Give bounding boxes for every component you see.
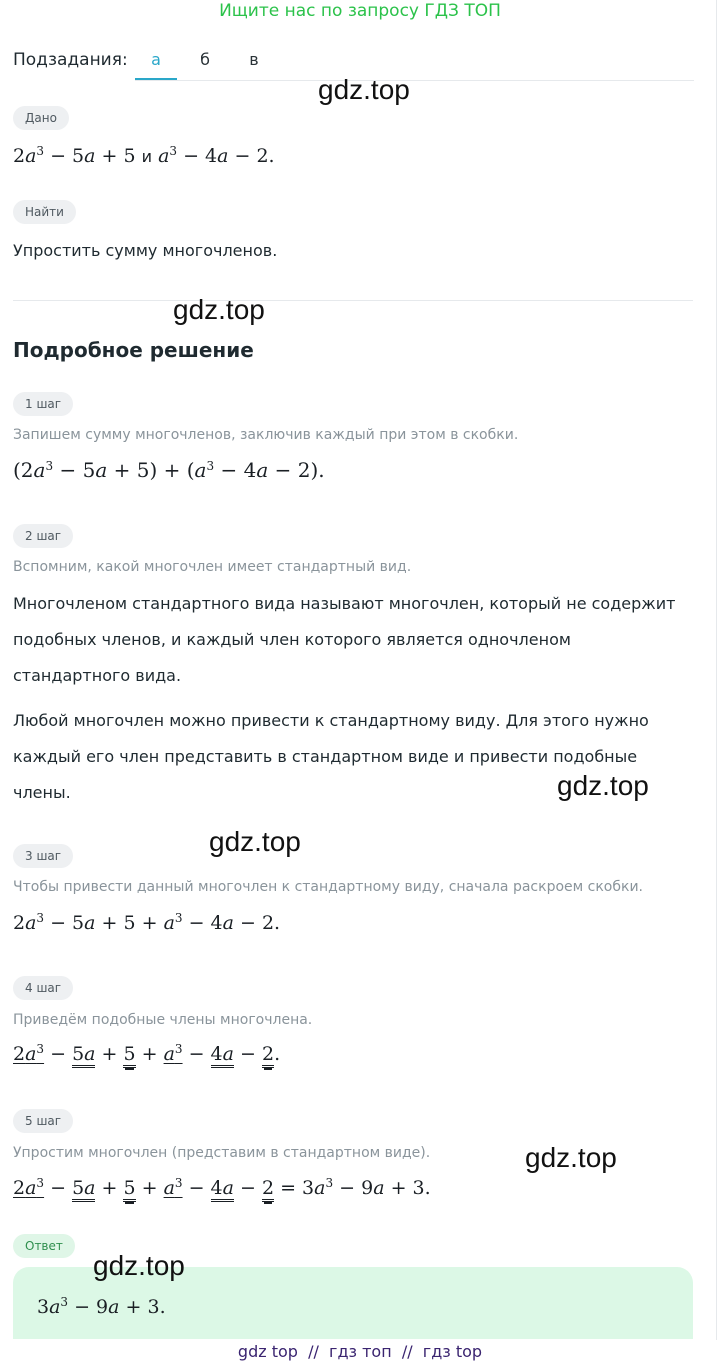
tab-subtask-v[interactable]: в bbox=[249, 50, 259, 69]
step-1-hint: Запишем сумму многочленов, заключив каждый при этом в скобки. bbox=[13, 427, 519, 443]
step-3-expression: $2a^3 - 5a + 5 + a^3 - 4a - 2$. bbox=[13, 911, 281, 934]
step-4-hint: Приведём подобные члены многочлена. bbox=[13, 1012, 313, 1028]
step-1-expression: $(2a^3 - 5a + 5) + (a^3 - 4a - 2)$. bbox=[13, 458, 325, 482]
watermark: gdz.top bbox=[525, 1142, 617, 1173]
watermark: gdz.top bbox=[93, 1250, 185, 1281]
step-2-badge: 2 шаг bbox=[13, 524, 73, 548]
tabs-divider bbox=[135, 80, 694, 81]
step-3-hint: Чтобы привести данный многочлен к стандартному виду, сначала раскроем скобки. bbox=[13, 879, 643, 895]
subtasks-label: Подзадания: bbox=[13, 50, 128, 70]
footer-links[interactable]: gdz top // гдз топ // гдз top bbox=[237, 1342, 483, 1361]
watermark: gdz.top bbox=[318, 74, 410, 105]
given-expression: $2a^3 - 5a + 5$ и $a^3 - 4a - 2$. bbox=[13, 144, 275, 167]
step-2-hint: Вспомним, какой многочлен имеет стандартный вид. bbox=[13, 559, 412, 575]
watermark: gdz.top bbox=[209, 826, 301, 857]
tab-subtask-b[interactable]: б bbox=[200, 50, 210, 69]
step-5-expression: $2a^3 - 5a + 5 + a^3 - 4a - 2 = 3a^3 - 9a + 3$. bbox=[13, 1177, 431, 1199]
step-4-badge: 4 шаг bbox=[13, 976, 73, 1000]
find-badge: Найти bbox=[13, 200, 76, 224]
section-divider bbox=[13, 300, 693, 301]
find-text: Упростить сумму многочленов. bbox=[13, 241, 278, 260]
given-badge: Дано bbox=[13, 106, 69, 130]
watermark: gdz.top bbox=[557, 770, 649, 801]
active-tab-indicator bbox=[135, 78, 177, 80]
step-1-badge: 1 шаг bbox=[13, 392, 73, 416]
tab-subtask-a[interactable]: а bbox=[151, 50, 161, 69]
solution-heading: Подробное решение bbox=[13, 338, 254, 362]
step-5-hint: Упростим многочлен (представим в стандартном виде). bbox=[13, 1145, 431, 1161]
page-right-border bbox=[716, 0, 717, 1340]
step-3-badge: 3 шаг bbox=[13, 844, 73, 868]
watermark: gdz.top bbox=[173, 294, 265, 325]
search-banner[interactable]: Ищите нас по запросу ГДЗ ТОП bbox=[219, 1, 501, 21]
step-2-definition: Многочленом стандартного вида называют многочлен, который не содержит подобных членов, и каждый член которого является одночленом стандартного вида. bbox=[13, 594, 676, 685]
step-4-expression: $2a^3 - 5a + 5 + a^3 - 4a - 2$. bbox=[13, 1043, 280, 1065]
answer-expression: $3a^3 - 9a + 3$. bbox=[37, 1295, 166, 1318]
step-2-explanation: Любой многочлен можно привести к стандартному виду. Для этого нужно каждый его член представить в стандартном виде и привести подобные члены. bbox=[13, 711, 649, 802]
step-5-badge: 5 шаг bbox=[13, 1109, 73, 1133]
answer-badge: Ответ bbox=[13, 1234, 75, 1258]
